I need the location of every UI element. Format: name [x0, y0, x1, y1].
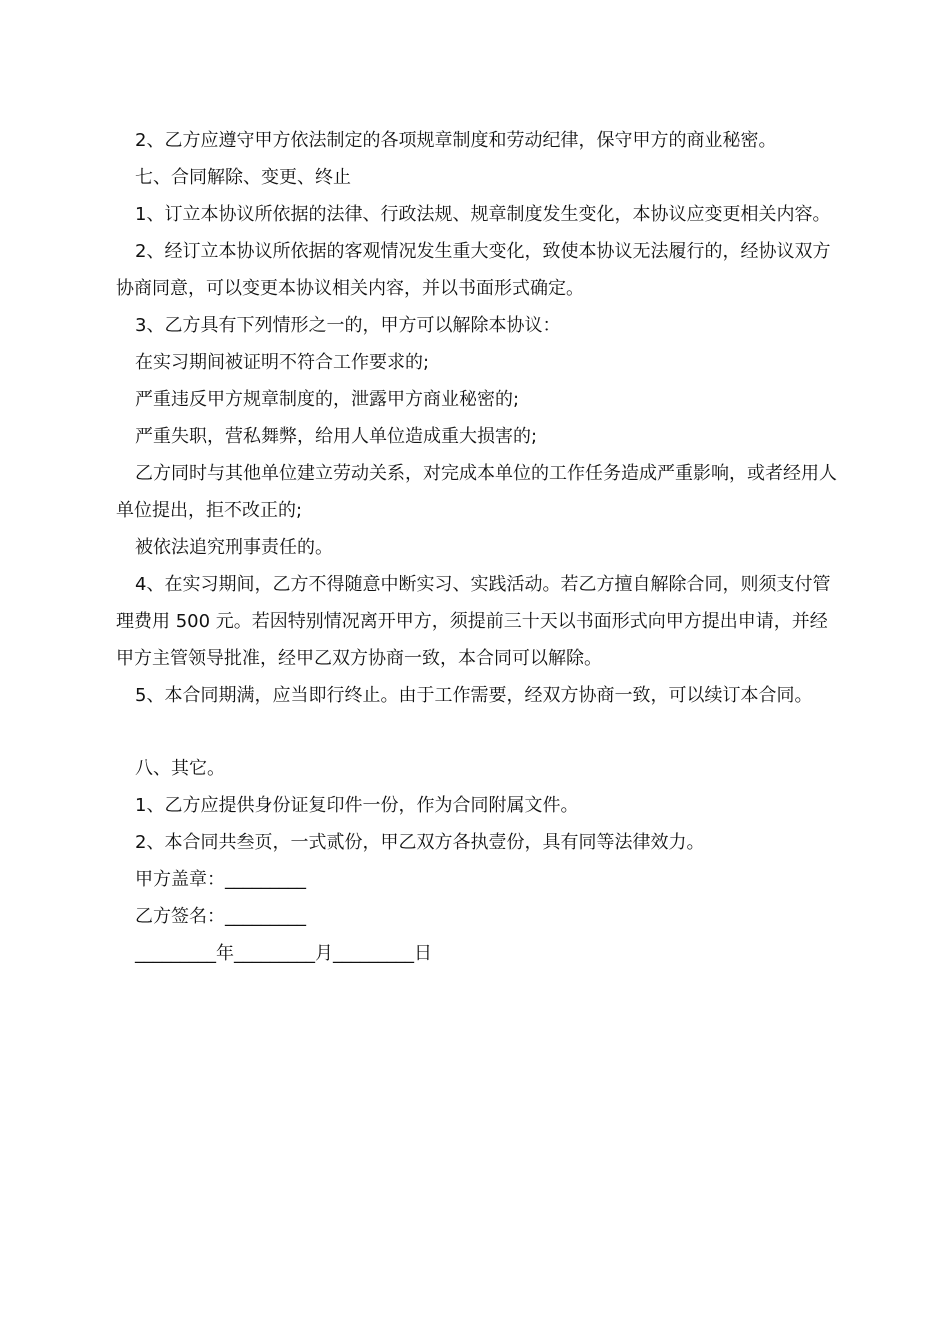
paragraph-confidentiality: 2、乙方应遵守甲方依法制定的各项规章制度和劳动纪律，保守甲方的商业秘密。 — [135, 130, 777, 151]
paragraph-7-4: 4、在实习期间，乙方不得随意中断实习、实践活动。若乙方擅自解除合同，则须支付管理费用 500 元。若因特别情况离开甲方，须提前三十天以书面形式向甲方提出申请，并经甲方主管领导批准，经甲乙双方协商一致，本合同可以解除。 — [116, 574, 831, 669]
paragraph-7-3: 3、乙方具有下列情形之一的，甲方可以解除本协议： — [135, 315, 561, 336]
paragraph-7-5: 5、本合同期满，应当即行终止。由于工作需要，经双方协商一致，可以续订本合同。 — [135, 685, 813, 706]
party-a-seal-line: 甲方盖章：_________ — [135, 869, 306, 890]
section-gap — [116, 714, 842, 750]
section-8-heading: 八、其它。 — [135, 758, 225, 779]
termination-condition-4: 乙方同时与其他单位建立劳动关系，对完成本单位的工作任务造成严重影响，或者经用人单位提出，拒不改正的; — [116, 463, 837, 521]
paragraph-7-2: 2、经订立本协议所依据的客观情况发生重大变化，致使本协议无法履行的，经协议双方协商同意，可以变更本协议相关内容，并以书面形式确定。 — [116, 241, 831, 299]
paragraph-7-1: 1、订立本协议所依据的法律、行政法规、规章制度发生变化，本协议应变更相关内容。 — [135, 204, 831, 225]
termination-condition-5: 被依法追究刑事责任的。 — [135, 537, 333, 558]
paragraph-8-1: 1、乙方应提供身份证复印件一份，作为合同附属文件。 — [135, 795, 579, 816]
termination-condition-2: 严重违反甲方规章制度的，泄露甲方商业秘密的; — [135, 389, 520, 410]
termination-condition-3: 严重失职，营私舞弊，给用人单位造成重大损害的; — [135, 426, 538, 447]
party-b-signature-line: 乙方签名：_________ — [135, 906, 306, 927]
document-body — [116, 122, 842, 972]
section-7-heading: 七、合同解除、变更、终止 — [135, 167, 351, 188]
termination-condition-1: 在实习期间被证明不符合工作要求的; — [135, 352, 430, 373]
date-line: _________年_________月_________日 — [135, 943, 432, 964]
paragraph-8-2: 2、本合同共叁页，一式贰份，甲乙双方各执壹份，具有同等法律效力。 — [135, 832, 705, 853]
